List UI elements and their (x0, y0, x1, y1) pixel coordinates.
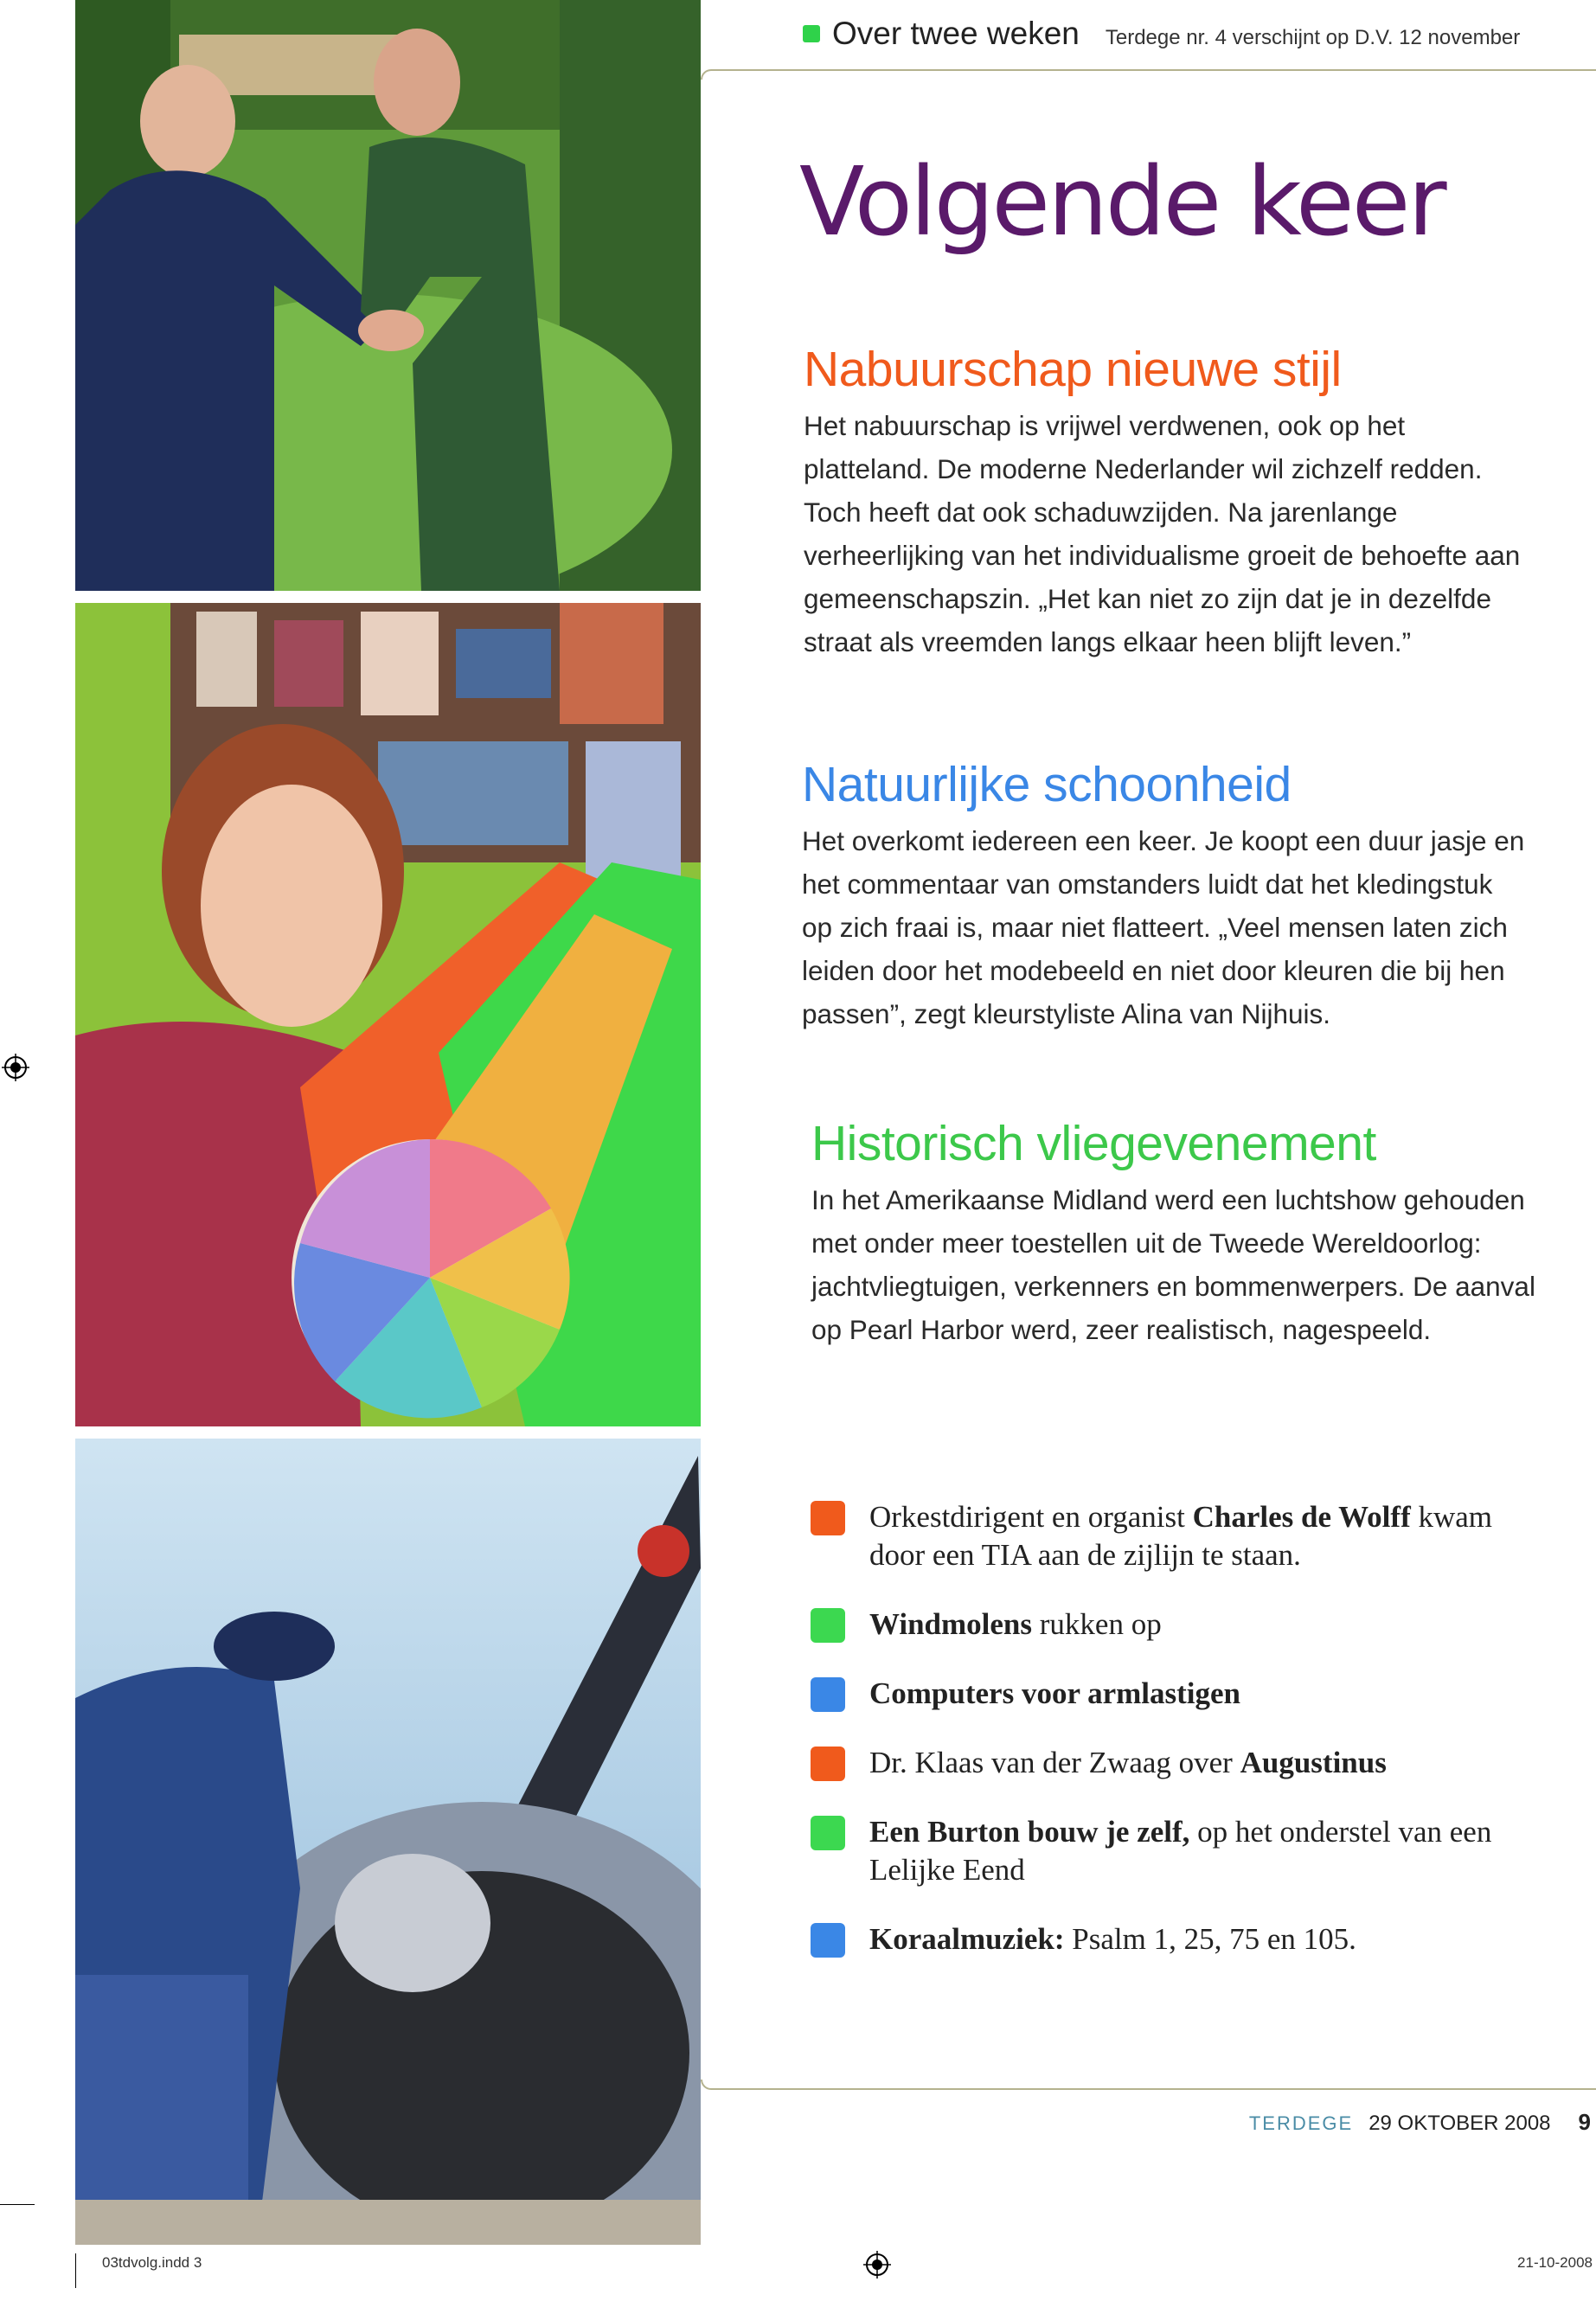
list-item (811, 1498, 1554, 1574)
registration-mark-icon (2, 1054, 29, 1081)
bullet-square-icon (811, 1816, 845, 1850)
header-square-icon (803, 25, 820, 42)
list-item-text: Dr. Klaas van der Zwaag over Augustinus (869, 1746, 1387, 1779)
header-kicker: Over twee weken (832, 16, 1080, 51)
article-historisch-vliegevenement (811, 1117, 1538, 1351)
list-item (811, 1744, 1554, 1782)
bullet-square-icon (811, 1923, 845, 1958)
article-heading: Nabuurschap nieuwe stijl (804, 342, 1342, 397)
list-item-text: Computers voor armlastigen (869, 1676, 1241, 1710)
article-body: Het nabuurschap is vrijwel verdwenen, ook op het platteland. De moderne Nederlander wil zichzelf redden. Toch heeft dat ook schaduwzijden. Na jarenlange verheerlijking van het individualisme groeit de behoefte aan gemeenschapszin. „Het kan niet zo zijn dat je in dezelfde straat als vreemden langs elkaar heen blijft leven.” (804, 409, 1521, 657)
photo-vintage-aircraft (75, 1439, 701, 2245)
registration-mark-icon (863, 2251, 891, 2279)
slug-filename: 03tdvolg.indd 3 (102, 2254, 202, 2271)
crop-mark (0, 2204, 35, 2205)
list-item (811, 1813, 1554, 1889)
slug-date: 21-10-2008 (1517, 2254, 1593, 2271)
list-item-text: Een Burton bouw je zelf, op het onderstel van een Lelijke Eend (869, 1815, 1492, 1887)
list-item (811, 1675, 1554, 1713)
page-number: 9 (1578, 2109, 1591, 2135)
bullet-square-icon (811, 1677, 845, 1712)
article-natuurlijke-schoonheid (802, 758, 1529, 1035)
frame-top-rule (701, 69, 1596, 80)
crop-mark (75, 2253, 76, 2288)
header-strip (803, 16, 1520, 52)
frame-bottom-rule (701, 2080, 1596, 2090)
article-body: Het overkomt iedereen een keer. Je koopt een duur jasje en het commentaar van omstanders luidt dat het kledingstuk op zich fraai is, maar niet flatteert. „Veel mensen laten zich leiden door het modebeeld en niet door kleuren die bij hen passen”, zegt kleurstyliste Alina van Nijhuis. (802, 824, 1525, 1029)
photo-color-stylist (75, 603, 701, 1426)
header-issue-note: Terdege nr. 4 verschijnt op D.V. 12 november (1105, 26, 1521, 49)
list-item-text: Windmolens rukken op (869, 1607, 1162, 1641)
article-heading: Natuurlijke schoonheid (802, 757, 1292, 812)
list-item-text: Koraalmuziek: Psalm 1, 25, 75 en 105. (869, 1922, 1356, 1956)
article-heading: Historisch vliegevenement (811, 1116, 1376, 1171)
article-nabuurschap (804, 343, 1530, 663)
list-item (811, 1606, 1554, 1644)
footer-brand: TERDEGE (1248, 2112, 1354, 2134)
list-item-text: Orkestdirigent en organist Charles de Wolff kwam door een TIA aan de zijlijn te staan. (869, 1500, 1493, 1572)
photo-handshake (75, 0, 701, 591)
bullet-square-icon (811, 1608, 845, 1643)
footer-date: 29 OKTOBER 2008 (1368, 2112, 1551, 2135)
article-body: In het Amerikaanse Midland werd een luchtshow gehouden met onder meer toestellen uit de Tweede Wereldoorlog: jachtvliegtuigen, verkenners en bommenwerpers. De aanval op Pearl Harbor werd, zeer realistisch, nagespeeld. (811, 1183, 1535, 1345)
bullet-square-icon (811, 1501, 845, 1535)
upcoming-list (811, 1498, 1554, 1990)
list-item (811, 1920, 1554, 1958)
bullet-square-icon (811, 1747, 845, 1781)
page-footer (1249, 2109, 1596, 2136)
page-title: Volgende keer (799, 146, 1445, 257)
